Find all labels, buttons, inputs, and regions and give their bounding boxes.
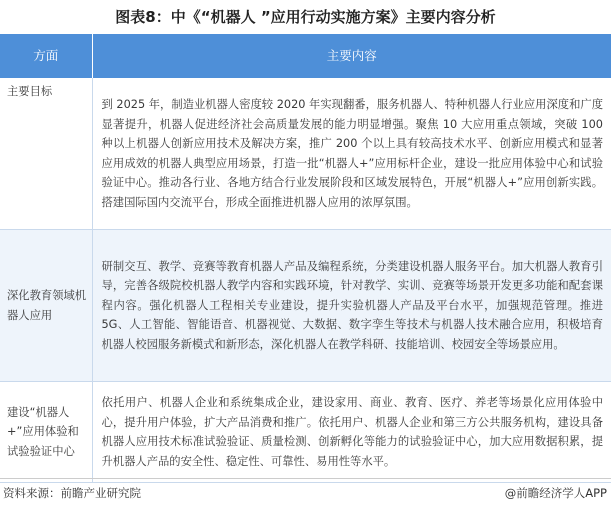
row-content: 依托用户、机器人企业和系统集成企业，建设家用、商业、教育、医疗、养老等场景化应用体验中心，提升用户体验，扩大产品消费和推广。依托用户、机器人企业和第三方公共服务机构，建设具备机器人应用技术标准试验验证、质量检测、创新孵化等能力的试验验证中心，加大应用数据积累，提升机器人产品的安全性、稳定性、可靠性、易用性等水平。 (92, 382, 611, 483)
row-aspect: 建设“机器人+”应用体验和试验验证中心 (0, 382, 92, 483)
row-content: 研制交互、教学、竞赛等教育机器人产品及编程系统，分类建设机器人服务平台。加大机器人教育引导，完善各级院校机器人教学内容和实践环境，针对教学、实训、竞赛等场景开发更多功能和配套课程内容。强化机器人工程相关专业建设，提升实验机器人产品及平台水平，加强规范管理。推进 5G、人工智能、智能语音、机器视觉、大数据、数字孪生等技术与机器人技术融合应用，积极培育机器人校园服务新模式和新形态，深化机器人在教学科研、技能培训、校园安全等场景应用。 (92, 230, 611, 382)
brand-credit: @前瞻经济学人APP (504, 486, 607, 500)
table-header-row (0, 34, 611, 78)
table-row (0, 230, 611, 382)
content-table (0, 34, 611, 483)
row-aspect: 深化教育领域机器人应用 (0, 230, 92, 382)
table-row (0, 78, 611, 230)
figure-title: 图表8：中《“机器人 ”应用行动实施方案》主要内容分析 (115, 8, 496, 26)
source-note: 资料来源：前瞻产业研究院 (3, 486, 141, 500)
row-content: 到 2025 年，制造业机器人密度较 2020 年实现翻番，服务机器人、特种机器人行业应用深度和广度显著提升，机器人促进经济社会高质量发展的能力明显增强。聚焦 10 大应用重点领域，突破 100 种以上机器人创新应用技术及解决方案，推广 200 个以上具有较高技术水平、创新应用模式和显著应用成效的机器人典型应用场景，打造一批“机器人+”应用标杆企业，建设一批应用体验中心和试验验证中心。推动各行业、各地方结合行业发展阶段和区域发展特色，开展“机器人+”应用创新实践。搭建国际国内交流平台，形成全面推进机器人应用的浓厚氛围。 (92, 78, 611, 230)
header-content: 主要内容 (92, 34, 611, 78)
footer (0, 478, 611, 511)
header-aspect: 方面 (0, 34, 92, 78)
table-row (0, 382, 611, 483)
row-aspect: 主要目标 (0, 78, 92, 230)
